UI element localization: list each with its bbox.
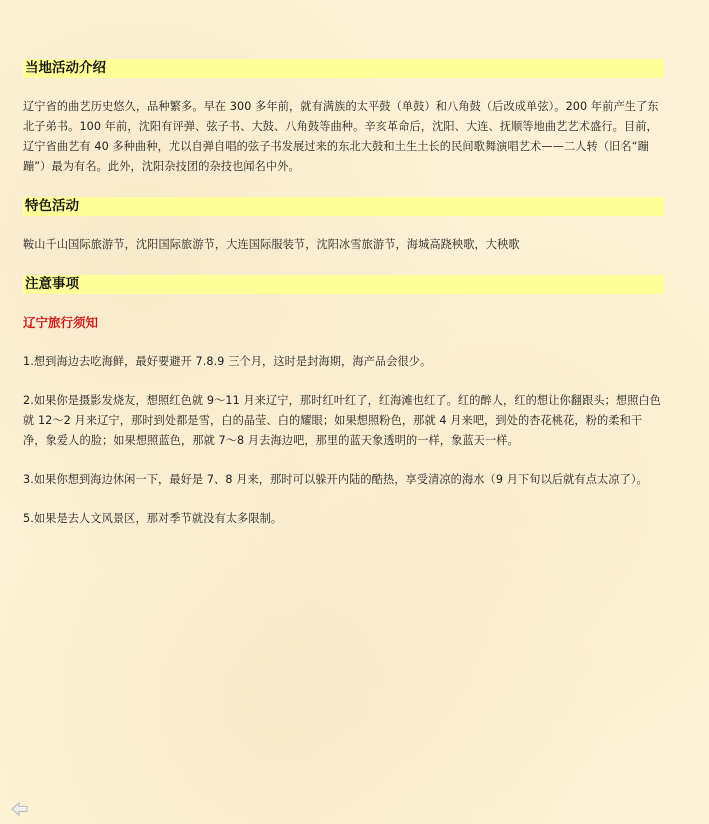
featured-activities-text: 鞍山千山国际旅游节，沈阳国际旅游节，大连国际服装节，沈阳冰雪旅游节，海城高跷秧歌，大秧歌 (23, 238, 520, 251)
section-title-local-activities: 当地活动介绍 (23, 59, 664, 78)
local-activities-text: 辽宁省的曲艺历史悠久，品种繁多。早在 300 多年前，就有满族的太平鼓（单鼓）和八角鼓（后改成单弦）。200 年前产生了东北子弟书。100 年前，沈阳有评弹、弦子书、大鼓、八角鼓等曲种。辛亥革命后，沈阳、大连、抚顺等地曲艺艺术盛行。目前，辽宁省曲艺有 40 多种曲种，尤以自弹自唱的弦子书发展过来的东北大鼓和土生土长的民间歌舞演唱艺术——二人转（旧名“蹦蹦”）最为有名。此外，沈阳杂技团的杂技也闻名中外。 (23, 100, 659, 173)
travel-tip-item: 5.如果是去人文风景区，那对季节就没有太多限制。 (23, 512, 283, 525)
section-title-featured-activities: 特色活动 (23, 197, 664, 216)
travel-tip-item: 1.想到海边去吃海鲜，最好要避开 7.8.9 三个月，这时是封海期，海产品会很少。 (23, 355, 432, 368)
travel-tip-item: 3.如果你想到海边休闲一下，最好是 7、8 月来，那时可以躲开内陆的酷热，享受清凉的海水（9 月下旬以后就有点太凉了）。 (23, 473, 648, 486)
travel-tip-item: 2.如果你是摄影发烧友，想照红色就 9～11 月来辽宁，那时红叶红了，红海滩也红了。红的醉人，红的想让你翻跟头；想照白色就 12～2 月来辽宁，那时到处都是雪，白的晶莹、白的耀眼；如果想照粉色，那就 4 月来吧，到处的杏花桃花，粉的柔和干净，象爱人的脸；如果想照蓝色，那就 7～8 月去海边吧，那里的蓝天象透明的一样，象蓝天一样。 (23, 394, 662, 447)
travel-tips-heading: 辽宁旅行须知 (23, 315, 99, 330)
back-arrow-icon[interactable] (11, 801, 29, 817)
section-title-notes: 注意事项 (23, 275, 664, 294)
